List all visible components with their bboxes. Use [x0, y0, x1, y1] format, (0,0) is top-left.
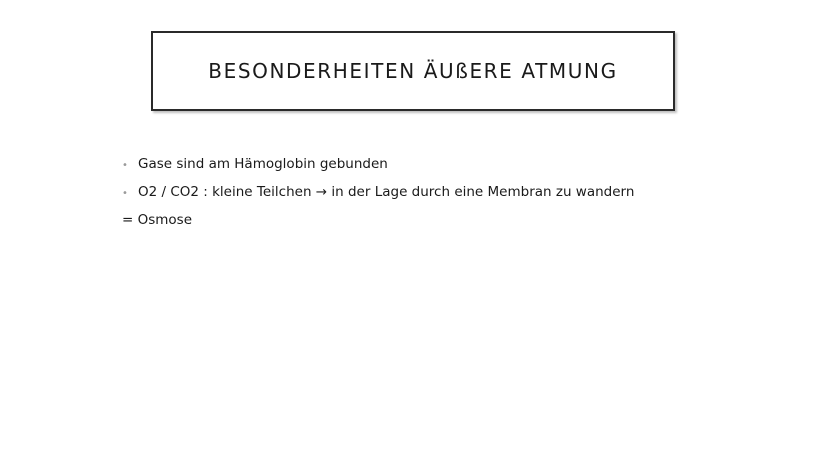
title-box [151, 31, 675, 111]
slide-title: BESONDERHEITEN ÄUßERE ATMUNG [208, 59, 618, 83]
slide-content [122, 156, 762, 240]
conclusion-text: = Osmose [122, 212, 193, 228]
conclusion-line [122, 212, 762, 240]
bullet-dot-icon: • [122, 188, 128, 199]
bullet-dot-icon: • [122, 160, 128, 171]
bullet-text: O2 / CO2 : kleine Teilchen → in der Lage durch eine Membran zu wandern [138, 184, 635, 200]
bullet-text: Gase sind am Hämoglobin gebunden [138, 156, 388, 172]
bullet-list [122, 156, 762, 212]
bullet-item [122, 156, 762, 184]
bullet-item [122, 184, 762, 212]
